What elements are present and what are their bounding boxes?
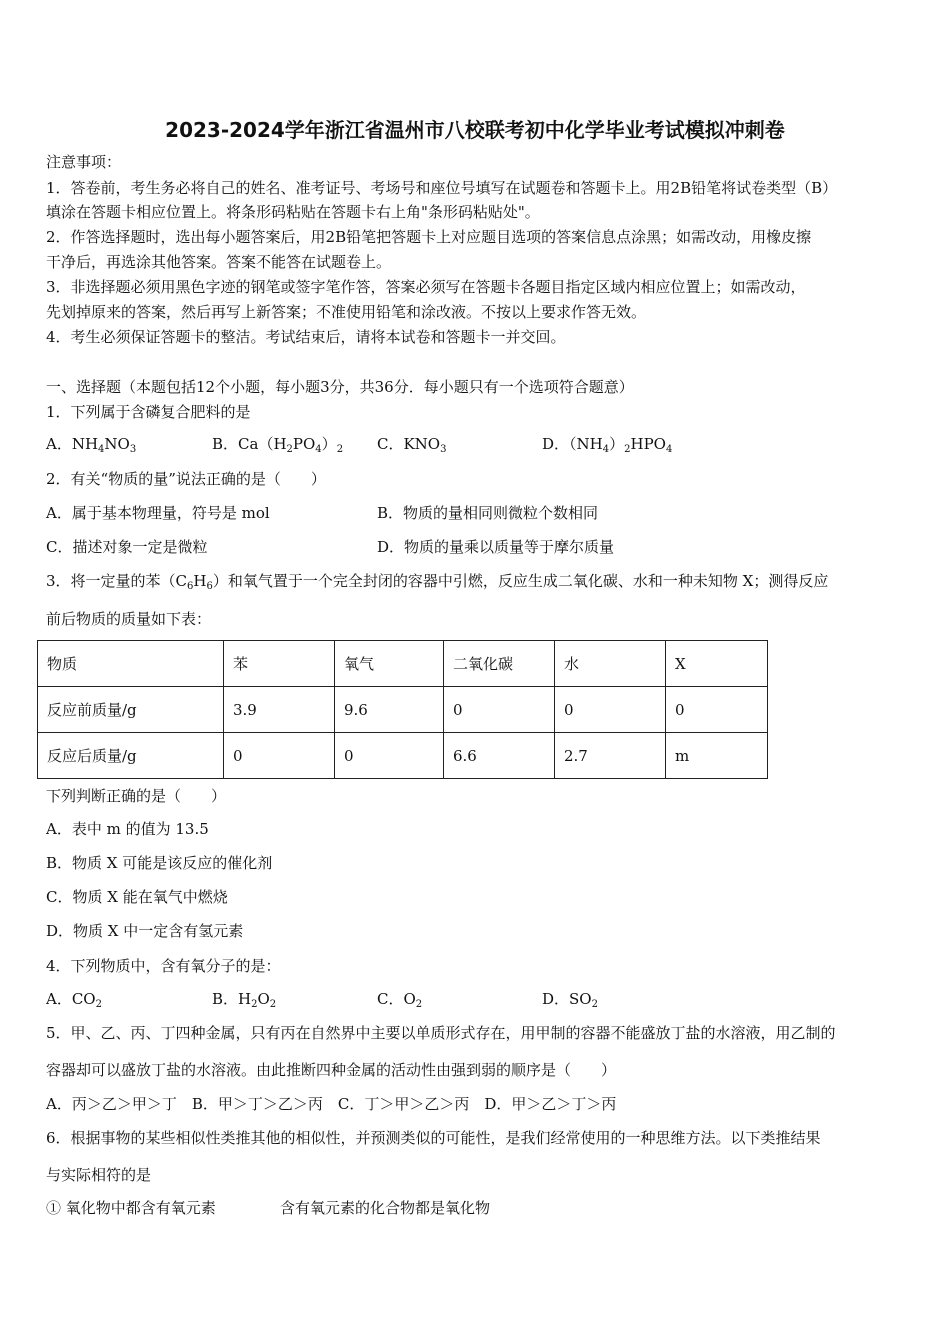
table-cell: 反应后质量/g xyxy=(38,733,224,779)
q2-option-b: B．物质的量相同则微粒个数相同 xyxy=(377,504,599,522)
table-cell: 3.9 xyxy=(224,687,335,733)
q3-option-d: D．物质 X 中一定含有氢元素 xyxy=(46,922,244,940)
q5-stem-line-1: 5．甲、乙、丙、丁四种金属，只有丙在自然界中主要以单质形式存在，用甲制的容器不能盛放丁盐的水溶液，用乙制的 xyxy=(46,1024,836,1042)
table-cell: m xyxy=(666,733,768,779)
table-cell: 2.7 xyxy=(555,733,666,779)
q1-stem: 1．下列属于含磷复合肥料的是 xyxy=(46,403,251,421)
q5-stem-line-2: 容器却可以盛放丁盐的水溶液。由此推断四种金属的活动性由强到弱的顺序是（ ） xyxy=(46,1061,617,1079)
q4-option-d: D．$SO_2$ xyxy=(542,990,598,1010)
exam-title: 2023-2024学年浙江省温州市八校联考初中化学毕业考试模拟冲刺卷 xyxy=(165,118,785,142)
notice-item-3-line-1: 3．非选择题必须用黑色字迹的钢笔或签字笔作答，答案必须写在答题卡各题目指定区域内相应位置上；如需改动， xyxy=(46,278,806,296)
q1-option-d: D．$(NH_4)_2HPO_4$ xyxy=(542,435,673,455)
q1-option-a: A．$NH_4NO_3$ xyxy=(46,435,137,455)
q6-stem-line-2: 与实际相符的是 xyxy=(46,1166,152,1184)
q4-option-a: A．$CO_2$ xyxy=(46,990,102,1010)
q3-option-c: C．物质 X 能在氧气中燃烧 xyxy=(46,888,228,906)
table-header-cell: 二氧化碳 xyxy=(444,641,555,687)
section-heading: 一、选择题（本题包括12个小题，每小题3分，共36分．每小题只有一个选项符合题意） xyxy=(46,378,634,396)
q3-ask: 下列判断正确的是（ ） xyxy=(46,787,227,805)
q6-item-1-conclusion: 含有氧元素的化合物都是氧化物 xyxy=(280,1199,491,1217)
table-cell: 6.6 xyxy=(444,733,555,779)
q2-option-a: A．属于基本物理量，符号是 mol xyxy=(46,504,270,522)
table-cell: 0 xyxy=(666,687,768,733)
notice-item-1-line-2: 填涂在答题卡相应位置上。将条形码粘贴在答题卡右上角"条形码粘贴处"。 xyxy=(46,203,540,221)
table-cell: 0 xyxy=(224,733,335,779)
table-cell: 反应前质量/g xyxy=(38,687,224,733)
table-cell: 0 xyxy=(335,733,444,779)
q3-stem-line-2: 前后物质的质量如下表： xyxy=(46,610,212,628)
table-header-cell: 氧气 xyxy=(335,641,444,687)
q2-option-d: D．物质的量乘以质量等于摩尔质量 xyxy=(377,538,615,556)
table-cell: 0 xyxy=(555,687,666,733)
q1-option-b: B．$Ca(H_2PO_4)_2$ xyxy=(212,435,344,455)
notice-item-3-line-2: 先划掉原来的答案，然后再写上新答案；不准使用铅笔和涂改液。不按以上要求作答无效。 xyxy=(46,303,647,321)
notice-heading: 注意事项： xyxy=(46,153,122,171)
q4-option-b: B．$H_2O_2$ xyxy=(212,990,277,1010)
mass-table xyxy=(37,640,768,779)
table-header-cell: X xyxy=(666,641,768,687)
table-header-cell: 物质 xyxy=(38,641,224,687)
table-row xyxy=(38,733,768,779)
q4-option-c: C．$O_2$ xyxy=(377,990,423,1010)
q3-stem-line-1: 3．将一定量的苯$(C_6H_6)$和氧气置于一个完全封闭的容器中引燃，反应生成二氧化碳、水和一种未知物 X；测得反应 xyxy=(46,572,829,592)
q3-option-b: B．物质 X 可能是该反应的催化剂 xyxy=(46,854,273,872)
table-row xyxy=(38,687,768,733)
notice-item-1-line-1: 1．答卷前，考生务必将自己的姓名、准考证号、考场号和座位号填写在试题卷和答题卡上。用2B铅笔将试卷类型（B） xyxy=(46,179,838,197)
table-header-cell: 水 xyxy=(555,641,666,687)
table-header-row xyxy=(38,641,768,687)
q5-options: A．丙＞乙＞甲＞丁 B．甲＞丁＞乙＞丙 C．丁＞甲＞乙＞丙 D．甲＞乙＞丁＞丙 xyxy=(46,1095,617,1113)
table-header-cell: 苯 xyxy=(224,641,335,687)
q1-option-c: C．$KNO_3$ xyxy=(377,435,447,455)
q3-option-a: A．表中 m 的值为 13.5 xyxy=(46,820,209,838)
notice-item-2-line-2: 干净后，再选涂其他答案。答案不能答在试题卷上。 xyxy=(46,253,392,271)
q2-option-c: C．描述对象一定是微粒 xyxy=(46,538,208,556)
table-cell: 0 xyxy=(444,687,555,733)
q4-stem: 4．下列物质中，含有氧分子的是： xyxy=(46,957,281,975)
table-cell: 9.6 xyxy=(335,687,444,733)
q6-item-1-premise: ① 氧化物中都含有氧元素 xyxy=(46,1199,216,1217)
notice-item-4: 4．考生必须保证答题卡的整洁。考试结束后，请将本试卷和答题卡一并交回。 xyxy=(46,328,566,346)
q6-stem-line-1: 6．根据事物的某些相似性类推其他的相似性，并预测类似的可能性，是我们经常使用的一种思维方法。以下类推结果 xyxy=(46,1129,821,1147)
notice-item-2-line-1: 2．作答选择题时，选出每小题答案后，用2B铅笔把答题卡上对应题目选项的答案信息点涂黑；如需改动，用橡皮擦 xyxy=(46,228,812,246)
q2-stem: 2．有关“物质的量”说法正确的是（ ） xyxy=(46,470,326,488)
